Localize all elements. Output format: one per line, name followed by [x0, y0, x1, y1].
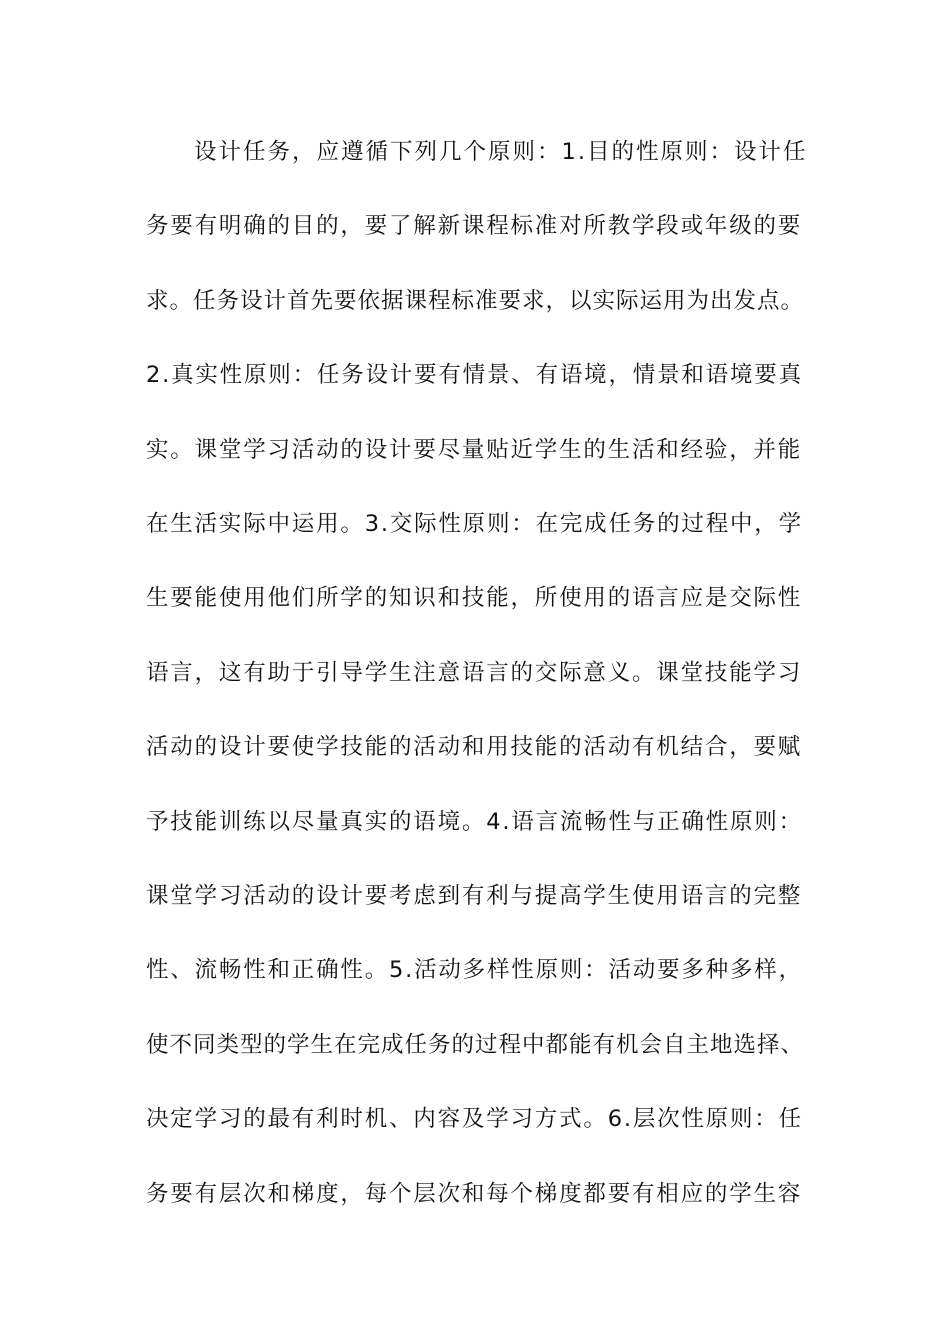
text-line: 语言，这有助于引导学生注意语言的交际意义。课堂技能学习	[146, 660, 803, 686]
text-line: 务要有层次和梯度，每个层次和每个梯度都要有相应的学生容	[146, 1181, 803, 1207]
text-line: 使不同类型的学生在完成任务的过程中都能有机会自主地选择、	[146, 1032, 805, 1058]
text-line: 生要能使用他们所学的知识和技能，所使用的语言应是交际性	[146, 585, 803, 611]
text-line: 课堂学习活动的设计要考虑到有利与提高学生使用语言的完整	[146, 883, 803, 909]
text-line: 在生活实际中运用。3.交际性原则：在完成任务的过程中，学	[146, 511, 803, 537]
text-line: 决定学习的最有利时机、内容及学习方式。6.层次性原则：任	[146, 1106, 803, 1132]
text-line: 2.真实性原则：任务设计要有情景、有语境，情景和语境要真	[146, 362, 803, 388]
text-line: 求。任务设计首先要依据课程标准要求，以实际运用为出发点。	[146, 288, 805, 314]
text-line: 务要有明确的目的，要了解新课程标准对所教学段或年级的要	[146, 213, 803, 239]
text-line: 性、流畅性和正确性。5.活动多样性原则：活动要多种多样，	[146, 957, 803, 983]
text-line: 予技能训练以尽量真实的语境。4.语言流畅性与正确性原则：	[146, 809, 803, 835]
text-line: 设计任务，应遵循下列几个原则：1.目的性原则：设计任	[194, 139, 808, 165]
text-line: 活动的设计要使学技能的活动和用技能的活动有机结合，要赋	[146, 734, 803, 760]
text-line: 实。课堂学习活动的设计要尽量贴近学生的生活和经验，并能	[146, 437, 803, 463]
